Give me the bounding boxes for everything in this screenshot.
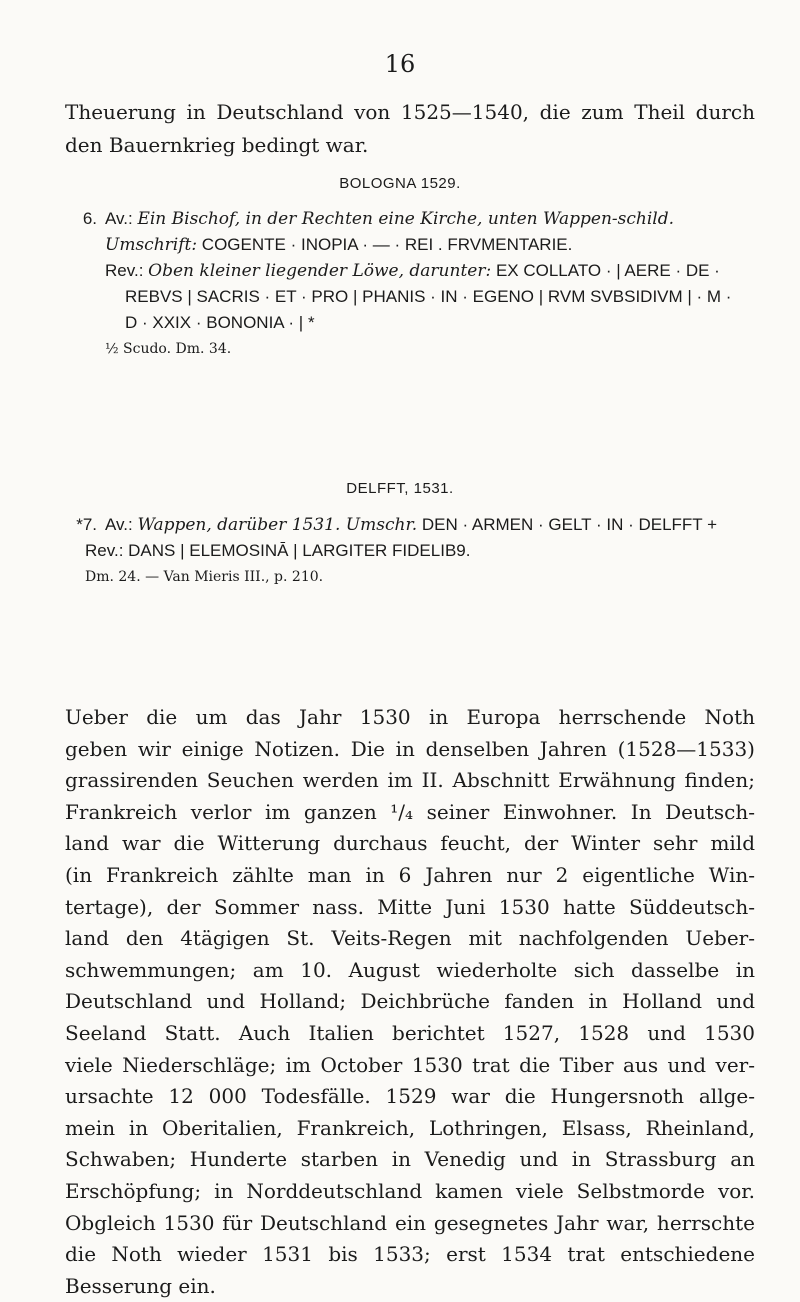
reference-line: ½ Scudo. Dm. 34. — [105, 341, 232, 357]
reverse-legend: DANS | ELEMOSINĀ | LARGITER FIDELIB9. — [128, 541, 471, 560]
paragraph-line: Obgleich 1530 für Deutschland ein gesegnetes Jahr war, herrschte — [65, 1210, 755, 1235]
paragraph-line: Schwaben; Hunderte starben in Venedig und in Strassburg an — [65, 1147, 755, 1172]
obverse-description — [65, 206, 745, 258]
entry-number: 6. — [82, 209, 97, 228]
paragraph-line: viele Niederschläge; im October 1530 trat die Tiber aus und ver- — [65, 1052, 755, 1077]
page-number: 16 — [384, 50, 416, 78]
body-paragraph — [65, 702, 755, 1302]
intro-text: Theuerung in Deutschland von 1525—1540, die zum Theil durch den Bauernkrieg bedingt war. — [65, 100, 755, 157]
obverse-description — [65, 512, 745, 538]
paragraph-line: schwemmungen; am 10. August wiederholte sich dasselbe in — [65, 957, 755, 982]
paragraph-line: tertage), der Sommer nass. Mitte Juni 1530 hatte Süddeutsch- — [65, 894, 755, 919]
entry-number: *7. — [76, 515, 97, 534]
reverse-label: Rev.: — [85, 541, 124, 560]
section-heading-bologna: BOLOGNA 1529. — [339, 175, 461, 192]
paragraph-line: Deutschland und Holland; Deichbrüche fanden in Holland und — [65, 989, 755, 1014]
paragraph-line: (in Frankreich zählte man in 6 Jahren nur 2 eigentliche Win- — [65, 862, 755, 887]
obverse-label: Av.: — [105, 209, 133, 228]
obverse-text: Ein Bischof, in der Rechten eine Kirche, unten Wappen-schild. Umschrift: — [105, 209, 674, 255]
paragraph-line: land den 4tägigen St. Veits-Regen mit nachfolgenden Ueber- — [65, 926, 755, 951]
reverse-legend: EX COLLATO · | AERE · DE · REBVS | SACRIS · ET · PRO | PHANIS · IN · EGENO | RVM SVBSIDIVM | · M · D · XXIX · BONONIA · | * — [125, 261, 732, 332]
catalog-entry-6 — [65, 206, 745, 362]
paragraph-line: ursachte 12 000 Todesfälle. 1529 war die Hungersnoth allge- — [65, 1084, 755, 1109]
paragraph-line: Ueber die um das Jahr 1530 in Europa herrschende Noth — [65, 705, 755, 729]
obverse-legend: DEN · ARMEN · GELT · IN · DELFFT + — [421, 515, 718, 534]
paragraph-line: Erschöpfung; in Norddeutschland kamen viele Selbstmorde vor. — [65, 1178, 755, 1203]
section-heading-delfft: DELFFT, 1531. — [346, 480, 454, 497]
catalog-entry-7 — [65, 512, 745, 590]
paragraph-line: grassirenden Seuchen werden im II. Abschnitt Erwähnung finden; — [65, 768, 755, 793]
reverse-label: Rev.: — [105, 261, 144, 280]
paragraph-line: Besserung ein. — [65, 1273, 216, 1298]
obverse-legend: COGENTE · INOPIA · — · REI . FRVMENTARIE. — [201, 235, 573, 254]
obverse-text: Wappen, darüber 1531. Umschr. — [137, 515, 418, 535]
paragraph-line: die Noth wieder 1531 bis 1533; erst 1534 trat entschiedene — [65, 1242, 755, 1267]
reverse-description — [85, 258, 745, 336]
paragraph-line: land war die Witterung durchaus feucht, der Winter sehr mild — [65, 831, 755, 856]
reference-line: Dm. 24. — Van Mieris III., p. 210. — [85, 569, 324, 585]
reverse-text: Oben kleiner liegender Löwe, darunter: — [148, 261, 492, 281]
paragraph-line: geben wir einige Notizen. Die in denselben Jahren (1528—1533) — [65, 736, 755, 761]
reverse-description — [65, 538, 745, 564]
paragraph-line: Frankreich verlor im ganzen ¹/₄ seiner Einwohner. In Deutsch- — [65, 799, 755, 824]
paragraph-line: mein in Oberitalien, Frankreich, Lothringen, Elsass, Rheinland, — [65, 1115, 755, 1140]
paragraph-line: Seeland Statt. Auch Italien berichtet 1527, 1528 und 1530 — [65, 1020, 755, 1045]
obverse-label: Av.: — [105, 515, 133, 534]
